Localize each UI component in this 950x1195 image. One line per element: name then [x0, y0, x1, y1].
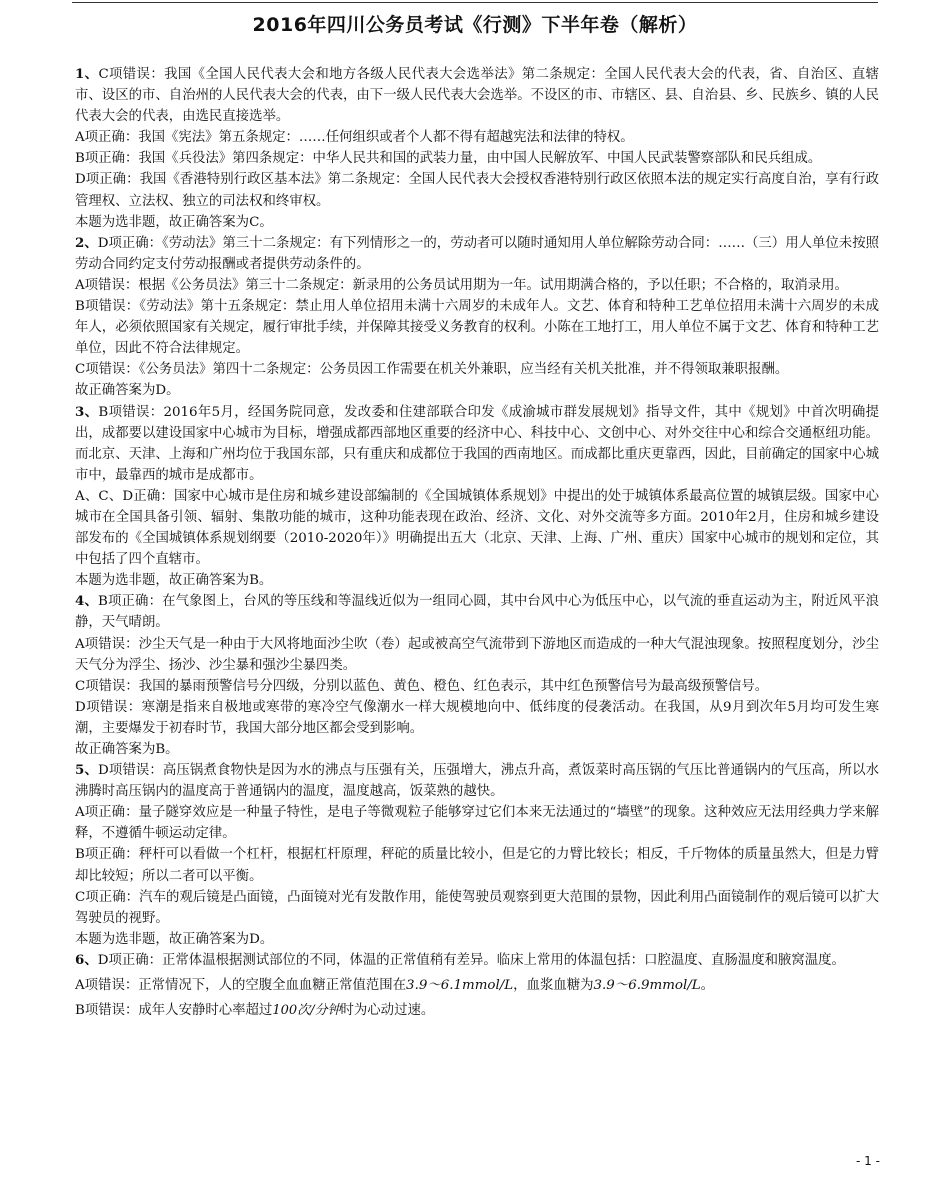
q6-a-prefix: A项错误：正常情况下，人的空腹全血血糖正常值范围在: [75, 978, 407, 994]
q5-text-1: D项错误：高压锅煮食物快是因为水的沸点与压强有关，压强增大，沸点升高，煮饭菜时高压锅的气压比普通锅内的气压高，所以水沸腾时高压锅内的温度高于普通锅内的温度，温度越高，饭菜熟的越快。: [75, 763, 880, 800]
page-title: 2016年四川公务员考试《行测》下半年卷（解析）: [252, 14, 698, 36]
q3-para-2: A、C、D正确：国家中心城市是住房和城乡建设部编制的《全国城镇体系规划》中提出的处于城镇体系最高位置的城镇层级。国家中心城市在全国具备引领、辐射、集散功能的城市，这种功能表现在政治、经济、文化、对外交流等多方面。2010年2月，住房和城乡建设部发布的《全国城镇体系规划纲要（2010-2020年）》明确提出五大（北京、天津、上海、广州、重庆）国家中心城市的规划和定位，其中包括了四个直辖市。: [75, 488, 879, 568]
q6-para-b: [75, 1000, 879, 1021]
q5-number: 5、: [75, 762, 98, 779]
q2-para-4: C项错误：《公务员法》第四十二条规定：公务员因工作需要在机关外兼职，应当经有关机关批准，并不得领取兼职报酬。: [75, 362, 789, 378]
q6-b-suffix: 时为心动过速。: [340, 1003, 435, 1019]
q2-number: 2、: [75, 234, 98, 251]
q6-b-prefix: B项错误：成年人安静时心率超过: [75, 1003, 273, 1019]
q4-para-3: C项错误：我国的暴雨预警信号分四级，分别以蓝色、黄色、橙色、红色表示，其中红色预警信号为最高级预警信号。: [75, 678, 769, 694]
q5-para-2: A项正确：量子隧穿效应是一种量子特性，是电子等微观粒子能够穿过它们本来无法通过的“墙壁”的现象。这种效应无法用经典力学来解释，不遵循牛顿运动定律。: [75, 805, 879, 842]
q4-number: 4、: [75, 593, 98, 610]
q4-para-1: [75, 591, 879, 633]
q5-para-3: B项正确：秤杆可以看做一个杠杆，根据杠杆原理，秤砣的质量比较小，但是它的力臂比较长；相反，千斤物体的质量虽然大，但是力臂却比较短；所以二者可以平衡。: [75, 847, 879, 884]
q2-answer: 故正确答案为D。: [75, 383, 180, 399]
q5-para-4: C项正确：汽车的观后镜是凸面镜，凸面镜对光有发散作用，能使驾驶员观察到更大范围的景物，因此利用凸面镜制作的观后镜可以扩大驾驶员的视野。: [75, 889, 879, 926]
q1-text-1: C项错误：我国《全国人民代表大会和地方各级人民代表大会选举法》第二条规定：全国人民代表大会的代表，省、自治区、直辖市、设区的市、自治州的人民代表大会的代表，由下一级人民代表大会选举。不设区的市、市辖区、县、自治县、乡、民族乡、镇的人民代表大会的代表，由选民直接选举。: [75, 67, 879, 125]
q5-para-1: [75, 760, 879, 802]
q6-a-range-2: 3.9～6.9mmol/L: [593, 978, 701, 994]
q6-para-a: [75, 975, 879, 996]
q1-para-2: A项正确：我国《宪法》第五条规定：……任何组织或者个人都不得有超越宪法和法律的特权。: [75, 130, 634, 146]
document-body: [75, 64, 879, 1021]
q6-a-suffix: 。: [700, 978, 715, 994]
q4-para-4: D项错误：寒潮是指来自极地或寒带的寒冷空气像潮水一样大规模地向中、低纬度的侵袭活动。在我国，从9月到次年5月均可发生寒潮，主要爆发于初春时节，我国大部分地区都会受到影响。: [75, 699, 879, 736]
q1-para-3: B项正确：我国《兵役法》第四条规定：中华人民共和国的武装力量，由中国人民解放军、中国人民武装警察部队和民兵组成。: [75, 151, 822, 167]
q5-answer: 本题为选非题，故正确答案为D。: [75, 931, 274, 947]
q2-para-3: B项错误：《劳动法》第十五条规定：禁止用人单位招用未满十六周岁的未成年人。文艺、体育和特种工艺单位招用未满十六周岁的未成年人，必须依照国家有关规定，履行审批手续，并保障其接受义务教育的权利。小陈在工地打工，用人单位不属于文艺、体育和特种工艺单位，因此不符合法律规定。: [75, 299, 879, 357]
q6-number: 6、: [75, 951, 98, 968]
q3-para-1: [75, 402, 879, 486]
q3-text-1: B项错误：2016年5月，经国务院同意，发改委和住建部联合印发《成渝城市群发展规划》指导文件，其中《规划》中首次明确提出，成都要以建设国家中心城市为目标，增强成都西部地区重要的经济中心、科技中心、文创中心、对外交往中心和综合交通枢纽功能。而北京、天津、上海和广州均位于我国东部，只有重庆和成都位于我国的西南地区。而成都比重庆更靠西，因此，目前确定的国家中心城市中，最靠西的城市是成都市。: [75, 404, 879, 483]
page-number: - 1 -: [856, 1154, 880, 1168]
q6-b-value: 100次/分钟: [272, 1003, 341, 1019]
top-rule: [72, 2, 878, 3]
q2-para-1: [75, 233, 879, 275]
q1-answer: 本题为选非题，故正确答案为C。: [75, 214, 273, 230]
q4-text-1: B项正确：在气象图上，台风的等压线和等温线近似为一组同心圆，其中台风中心为低压中心，以气流的垂直运动为主，附近风平浪静，天气晴朗。: [75, 594, 879, 631]
q6-a-range-1: 3.9～6.1mmol/L: [406, 978, 514, 994]
q1-number: 1、: [75, 66, 99, 82]
q1-para-4: D项正确：我国《香港特别行政区基本法》第二条规定：全国人民代表大会授权香港特别行政区依照本法的规定实行高度自治，享有行政管理权、立法权、独立的司法权和终审权。: [75, 172, 879, 209]
q1-para-1: [75, 64, 879, 127]
q6-a-middle: ，血浆血糖为: [513, 978, 594, 994]
q3-number: 3、: [75, 403, 99, 420]
q6-para-1: [75, 950, 879, 971]
q4-answer: 故正确答案为B。: [75, 742, 179, 757]
q4-para-2: A项错误：沙尘天气是一种由于大风将地面沙尘吹（卷）起或被高空气流带到下游地区而造成的一种大气混浊现象。按照程度划分，沙尘天气分为浮尘、扬沙、沙尘暴和强沙尘暴四类。: [75, 636, 879, 673]
q2-text-1: D项正确：《劳动法》第三十二条规定：有下列情形之一的，劳动者可以随时通知用人单位解除劳动合同：……（三）用人单位未按照劳动合同约定支付劳动报酬或者提供劳动条件的。: [75, 235, 879, 272]
q2-para-2: A项错误：根据《公务员法》第三十二条规定：新录用的公务员试用期为一年。试用期满合格的，予以任职；不合格的，取消录用。: [75, 277, 848, 293]
q3-answer: 本题为选非题，故正确答案为B。: [75, 573, 273, 589]
q6-text-1: D项正确：正常体温根据测试部位的不同，体温的正常值稍有差异。临床上常用的体温包括：口腔温度、直肠温度和腋窝温度。: [97, 952, 845, 968]
